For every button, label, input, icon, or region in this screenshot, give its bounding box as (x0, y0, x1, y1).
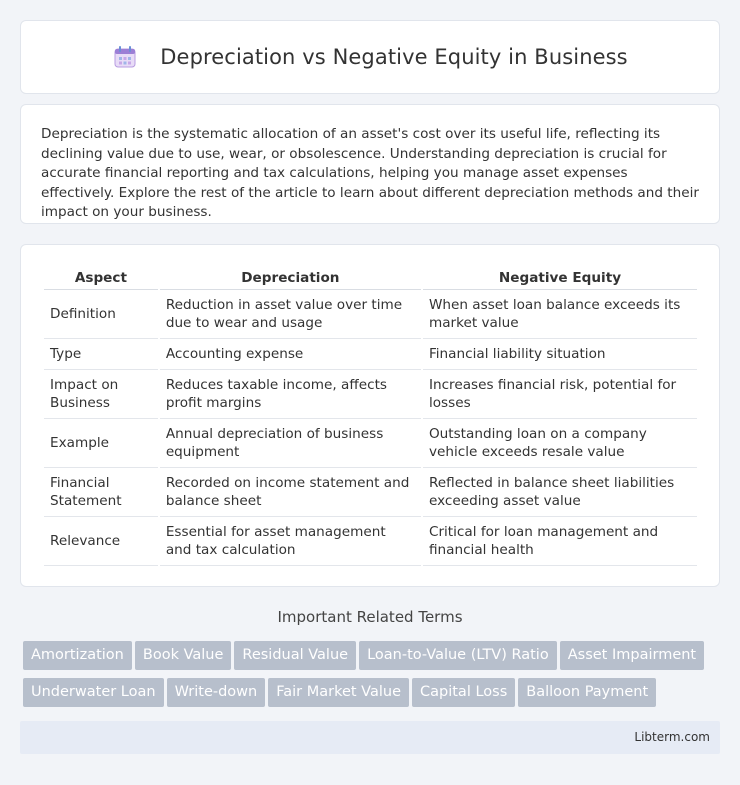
related-term-tag[interactable]: Fair Market Value (268, 678, 409, 707)
table-row (44, 517, 697, 566)
table-cell: Essential for asset management and tax calculation (160, 517, 421, 566)
table-cell: Relevance (44, 517, 158, 566)
table-cell: Financial liability situation (423, 339, 697, 370)
table-cell: Reduces taxable income, affects profit margins (160, 370, 421, 419)
table-cell: Definition (44, 290, 158, 339)
calendar-icon (112, 44, 138, 70)
table-cell: Example (44, 419, 158, 468)
related-term-tag[interactable]: Book Value (135, 641, 232, 670)
table-cell: Accounting expense (160, 339, 421, 370)
table-row (44, 419, 697, 468)
table-cell: Reduction in asset value over time due to wear and usage (160, 290, 421, 339)
page-title: Depreciation vs Negative Equity in Business (160, 45, 628, 69)
intro-paragraph: Depreciation is the systematic allocation of an asset's cost over its useful life, reflecting its declining value due to use, wear, or obsolescence. Understanding depreciation is crucial for accurate financial reporting and tax calculations, helping you manage asset expenses effectively. Explore the rest of the article to learn about different depreciation methods and their impact on your business. (41, 126, 699, 221)
related-term-tag[interactable]: Residual Value (234, 641, 356, 670)
related-term-tag[interactable]: Asset Impairment (560, 641, 704, 670)
table-row (44, 468, 697, 517)
footer-site-link[interactable]: Libterm.com (634, 730, 710, 744)
related-term-tag[interactable]: Balloon Payment (518, 678, 656, 707)
table-cell: Increases financial risk, potential for losses (423, 370, 697, 419)
related-term-tag[interactable]: Loan-to-Value (LTV) Ratio (359, 641, 557, 670)
related-term-tag[interactable]: Write-down (167, 678, 266, 707)
table-row (44, 339, 697, 370)
table-row (44, 370, 697, 419)
table-cell: Outstanding loan on a company vehicle exceeds resale value (423, 419, 697, 468)
table-cell: Recorded on income statement and balance sheet (160, 468, 421, 517)
table-cell: Impact on Business (44, 370, 158, 419)
table-cell: When asset loan balance exceeds its market value (423, 290, 697, 339)
column-header-negative-equity: Negative Equity (423, 265, 697, 290)
title-card (20, 20, 720, 94)
related-term-tag[interactable]: Capital Loss (412, 678, 515, 707)
table-cell: Critical for loan management and financial health (423, 517, 697, 566)
table-cell: Reflected in balance sheet liabilities exceeding asset value (423, 468, 697, 517)
table-cell: Annual depreciation of business equipment (160, 419, 421, 468)
column-header-depreciation: Depreciation (160, 265, 421, 290)
table-header-row (44, 265, 697, 290)
comparison-table-card (20, 244, 720, 587)
column-header-aspect: Aspect (44, 265, 158, 290)
related-term-tag[interactable]: Amortization (23, 641, 132, 670)
related-terms-list (23, 641, 723, 715)
comparison-table (42, 265, 699, 566)
related-terms-title: Important Related Terms (277, 608, 463, 626)
intro-card (20, 104, 720, 224)
table-row (44, 290, 697, 339)
table-cell: Type (44, 339, 158, 370)
footer (20, 721, 720, 754)
related-term-tag[interactable]: Underwater Loan (23, 678, 164, 707)
table-cell: Financial Statement (44, 468, 158, 517)
